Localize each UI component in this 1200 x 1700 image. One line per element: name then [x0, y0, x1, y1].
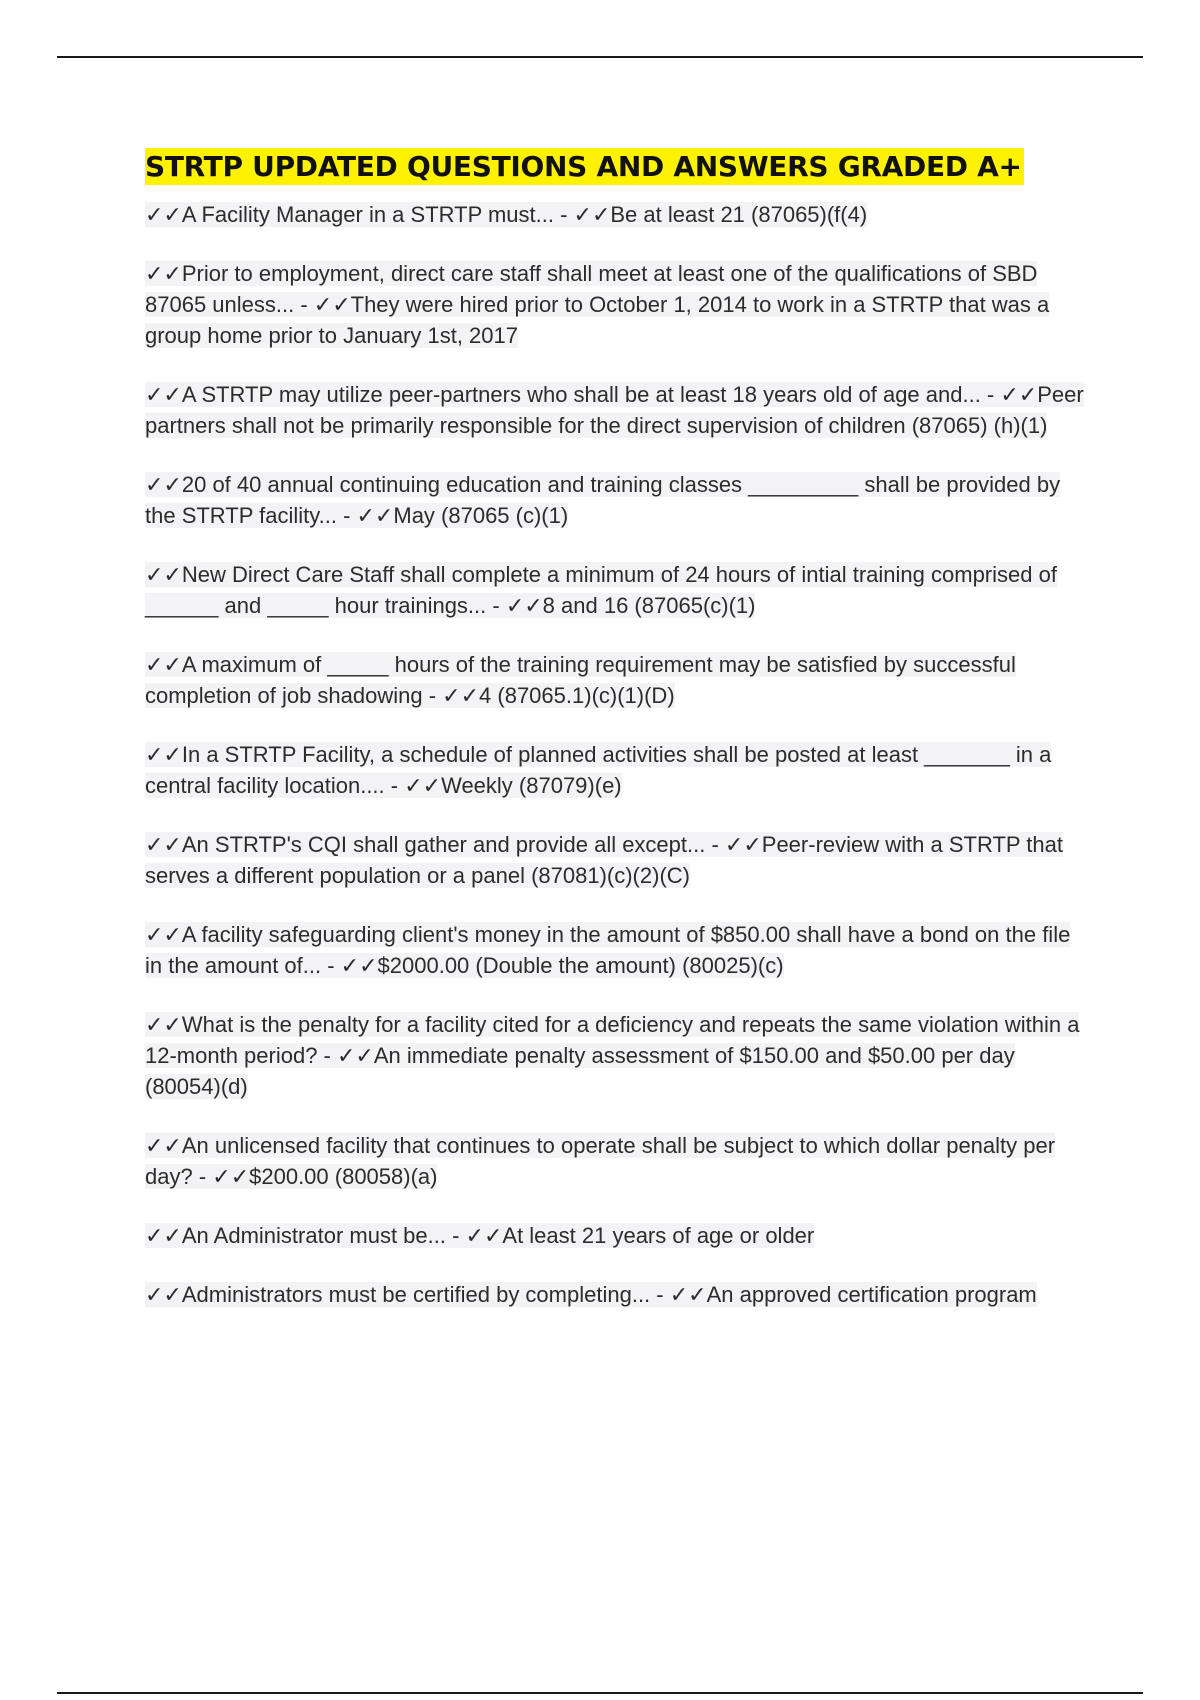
qa-item: ✓✓What is the penalty for a facility cited for a deficiency and repeats the same violation within a 12-month period? - ✓✓An immediate penalty assessment of $150.00 and $50.00 per day (80054)(d)	[145, 1012, 1080, 1099]
title-highlight: STRTP UPDATED QUESTIONS AND ANSWERS GRADED A+	[145, 150, 1022, 183]
qa-item: ✓✓An unlicensed facility that continues to operate shall be subject to which dollar penalty per day? - ✓✓$200.00 (80058)(a)	[145, 1133, 1056, 1189]
qa-item: ✓✓A Facility Manager in a STRTP must... - ✓✓Be at least 21 (87065)(f(4)	[145, 202, 868, 227]
qa-item: ✓✓20 of 40 annual continuing education and training classes _________ shall be provided by the STRTP facility... - ✓✓May (87065 (c)(1)	[145, 472, 1061, 528]
top-rule	[57, 56, 1143, 58]
qa-item: ✓✓An STRTP's CQI shall gather and provide all except... - ✓✓Peer-review with a STRTP that serves a different population or a panel (87081)(c)(2)(C)	[145, 832, 1063, 888]
qa-item: ✓✓An Administrator must be... - ✓✓At least 21 years of age or older	[145, 1223, 815, 1248]
document-title	[145, 145, 1090, 189]
qa-item: ✓✓A maximum of _____ hours of the training requirement may be satisfied by successful completion of job shadowing - ✓✓4 (87065.1)(c)(1)(D)	[145, 652, 1016, 708]
qa-item: ✓✓In a STRTP Facility, a schedule of planned activities shall be posted at least _______ in a central facility location.... - ✓✓Weekly (87079)(e)	[145, 742, 1052, 798]
qa-item: ✓✓A STRTP may utilize peer-partners who shall be at least 18 years old of age and... - ✓✓Peer partners shall not be primarily responsible for the direct supervision of children (87065) (h)(1)	[145, 382, 1084, 438]
qa-item: ✓✓Prior to employment, direct care staff shall meet at least one of the qualifications of SBD 87065 unless... - ✓✓They were hired prior to October 1, 2014 to work in a STRTP that was a group home prior to January 1st, 2017	[145, 261, 1050, 348]
qa-list	[145, 199, 1090, 1310]
qa-item: ✓✓Administrators must be certified by completing... - ✓✓An approved certification program	[145, 1282, 1037, 1307]
document-body	[145, 145, 1090, 1338]
bottom-rule	[57, 1692, 1143, 1694]
qa-item: ✓✓New Direct Care Staff shall complete a minimum of 24 hours of intial training comprised of ______ and _____ hour trainings... - ✓✓8 and 16 (87065(c)(1)	[145, 562, 1057, 618]
qa-item: ✓✓A facility safeguarding client's money in the amount of $850.00 shall have a bond on the file in the amount of... - ✓✓$2000.00 (Double the amount) (80025)(c)	[145, 922, 1071, 978]
